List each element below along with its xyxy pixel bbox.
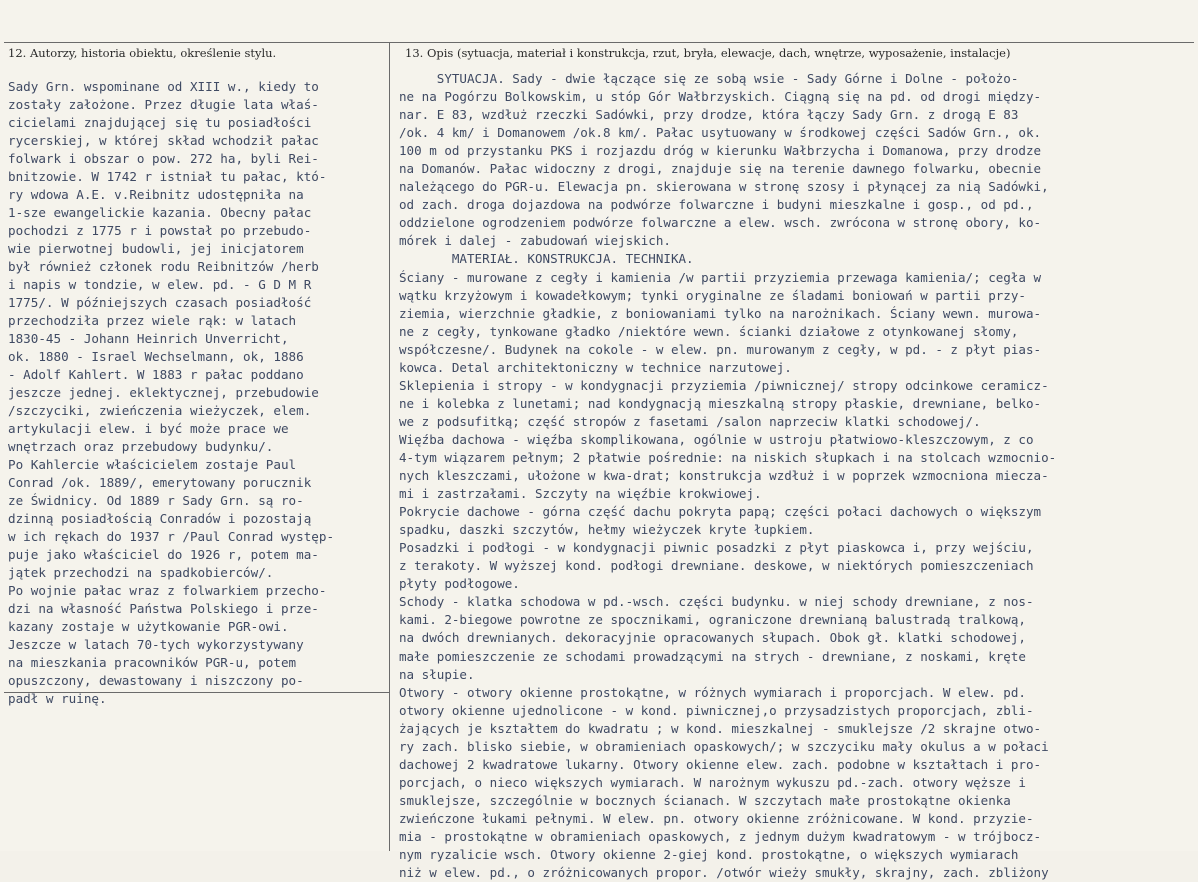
description-text-line: zwieńczone łukami pełnymi. W elew. pn. otwory okienne zróżnicowane. W kond. przyzie- (399, 810, 1034, 826)
history-text-line: był również członek rodu Reibnitzów /herb (8, 259, 319, 274)
history-text-line: kazany zostaje w użytkowanie PGR-owi. (8, 619, 289, 634)
description-text-line: kami. 2-biegowe powrotne ze spocznikami, ograniczone drewnianą balustradą tralkową, (399, 612, 1026, 628)
description-text-line: mórek i dalej - zabudowań wiejskich. (399, 233, 671, 249)
description-text-line: ne i kolebka z lunetami; nad kondygnacją mieszkalną stropy płaskie, drewniane, belko- (399, 395, 1042, 411)
description-text-line: Pokrycie dachowe - górna część dachu pokryta papą; części połaci dachowych o większym (399, 504, 1042, 520)
description-text-line: niż w elew. pd., o zróżnicowanych propor. /otwór wieży smukły, skrajny, zach. zbliżony (399, 865, 1049, 881)
description-text-line: dachowej 2 kwadratowe lukarny. Otwory okienne elew. zach. podobne w kształtach i pro- (399, 756, 1042, 772)
description-text-line: Ściany - murowane z cegły i kamienia /w partii przyziemia przewaga kamienia/; cegła w (399, 269, 1042, 285)
section-12-header: 12. Autorzy, historia obiektu, określenie stylu. (8, 46, 277, 60)
history-text-line: w ich rękach do 1937 r /Paul Conrad występ- (8, 529, 335, 544)
history-text-line: artykulacji elew. i być może prace we (8, 421, 289, 436)
description-text-line: nych kleszczami, ułożone w kwa-drat; konstrukcja wzdłuż i w poprzek wzmocniona miecza- (399, 468, 1049, 484)
history-text-line: - Adolf Kahlert. W 1883 r pałac poddano (8, 367, 304, 382)
history-text-line: folwark i obszar o pow. 272 ha, byli Rei- (8, 151, 319, 166)
history-text-line: padł w ruinę. (8, 691, 107, 706)
history-text-line: dzi na własność Państwa Polskiego i prze- (8, 601, 319, 616)
description-text-line: otwory okienne ujednolicone - w kond. piwnicznej,o przysadzistych proporcjach, zbli- (399, 702, 1034, 718)
section-13-header: 13. Opis (sytuacja, materiał i konstrukcja, rzut, bryła, elewacje, dach, wnętrze, wyposażenie, instalacje) (405, 46, 1011, 60)
history-text-line: Po wojnie pałac wraz z folwarkiem przecho- (8, 583, 327, 598)
history-text-line: ok. 1880 - Israel Wechselmann, ok, 1886 (8, 349, 304, 364)
history-text-column (8, 78, 388, 708)
description-text-line: ry zach. blisko siebie, w obramieniach opaskowych/; w szczyciku mały okulus a w połaci (399, 738, 1049, 754)
column-divider (389, 42, 390, 851)
description-text-line: mia - prostokątne w obramieniach opaskowych, z jednym dużym kwadratowym - w trójbocz- (399, 828, 1042, 844)
description-text-line: MATERIAŁ. KONSTRUKCJA. TECHNIKA. (399, 251, 694, 267)
history-text-line: 1-sze ewangelickie kazania. Obecny pałac (8, 205, 312, 220)
description-text-line: mi i zastrzałami. Szczyty na więźbie krokwiowej. (399, 486, 762, 502)
description-text-line: we z podsufitką; część stropów z fasetami /salon naprzeciw klatki schodowej/. (399, 413, 981, 429)
history-text-line: przechodziła przez wiele rąk: w latach (8, 313, 297, 328)
history-text-line: wnętrzach oraz przebudowy budynku/. (8, 439, 274, 454)
description-text-line: nym ryzalicie wsch. Otwory okienne 2-giej kond. prostokątne, o większych wymiarach (399, 847, 1019, 863)
history-text-line: ry wdowa A.E. v.Reibnitz udostępniła na (8, 187, 304, 202)
description-text-line: na dwóch drewnianych. dekoracyjnie opracowanych słupach. Obok gł. klatki schodowej, (399, 630, 1026, 646)
description-text-line: nar. E 83, wzdłuż rzeczki Sadówki, przy drodze, która łączy Sady Grn. z drogą E 83 (399, 107, 1019, 123)
description-text-line: ziemia, wierzchnie gładkie, z boniowaniami tylko na narożnikach. Ściany wewn. murowa- (399, 305, 1042, 321)
history-text-line: na mieszkania pracowników PGR-u, potem (8, 655, 297, 670)
history-text-line: dzinną posiadłością Conradów i pozostają (8, 511, 312, 526)
description-text-line: Schody - klatka schodowa w pd.-wsch. części budynku. w niej schody drewniane, z nos- (399, 594, 1034, 610)
history-text-line: 1775/. W późniejszych czasach posiadłość (8, 295, 312, 310)
description-text-line: z terakoty. W wyższej kond. podłogi drewniane. deskowe, w niektórych pomieszczeniach (399, 558, 1034, 574)
history-text-line: puje jako właściciel do 1926 r, potem ma- (8, 547, 319, 562)
history-text-line: Sady Grn. wspominane od XIII w., kiedy to (8, 79, 319, 94)
description-text-line: małe pomieszczenie ze schodami prowadzącymi na strych - drewniane, z noskami, kręte (399, 648, 1026, 664)
history-text-line: Po Kahlercie właścicielem zostaje Paul (8, 457, 297, 472)
description-text-line: spadku, daszki szczytów, hełmy wieżyczek kryte łupkiem. (399, 522, 815, 538)
history-text-line: pochodzi z 1775 r i powstał po przebudo- (8, 223, 312, 238)
history-text-line: jątek przechodzi na spadkobierców/. (8, 565, 274, 580)
description-text-line: 100 m od przystanku PKS i rozjazdu dróg w kierunku Wałbrzycha i Domanowa, przy drodze (399, 143, 1042, 159)
description-text-line: oddzielone ogrodzeniem podwórze folwarczne a elew. wsch. zwrócona w stronę obory, ko- (399, 215, 1042, 231)
history-text-line: ze Świdnicy. Od 1889 r Sady Grn. są ro- (8, 493, 304, 508)
history-text-line: zostały założone. Przez długie lata właś- (8, 97, 319, 112)
history-text-line: i napis w tondzie, w elew. pd. - G D M R (8, 277, 312, 292)
description-text-column (399, 70, 1194, 882)
description-text-line: smuklejsze, szczególnie w bocznych ścianach. W szczytach małe prostokątne okienka (399, 792, 1011, 808)
description-text-line: od zach. droga dojazdowa na podwórze folwarczne i budyni mieszkalne i gosp., od pd., (399, 197, 1034, 213)
description-text-line: 4-tym wiązarem pełnym; 2 płatwie pośrednie: na niskich słupkach i na stolcach wzmocnio- (399, 449, 1057, 465)
history-text-line: bnitzowie. W 1742 r istniał tu pałac, któ- (8, 169, 327, 184)
description-text-line: Posadzki i podłogi - w kondygnacji piwnic posadzki z płyt piaskowca i, przy wejściu, (399, 540, 1034, 556)
history-text-line: opuszczony, dewastowany i niszczony po- (8, 673, 304, 688)
description-text-line: na Domanów. Pałac widoczny z drogi, znajduje się na terenie dawnego folwarku, obecnie (399, 161, 1042, 177)
description-text-line: kowca. Detal architektoniczny w technice narzutowej. (399, 359, 792, 375)
description-text-line: Sklepienia i stropy - w kondygnacji przyziemia /piwnicznej/ stropy odcinkowe ceramicz- (399, 377, 1049, 393)
description-text-line: na słupie. (399, 666, 475, 682)
history-text-line: cicielami znajdującej się tu posiadłości (8, 115, 312, 130)
history-text-line: wie pierwotnej budowli, jej inicjatorem (8, 241, 304, 256)
history-text-line: 1830-45 - Johann Heinrich Unverricht, (8, 331, 289, 346)
description-text-line: ne z cegły, tynkowane gładko /niektóre wewn. ścianki działowe z otynkowanej słomy, (399, 323, 1019, 339)
description-text-line: należącego do PGR-u. Elewacja pn. skierowana w stronę szosy i płynącej za nią Sadówki, (399, 179, 1049, 195)
description-text-line: wątku krzyżowym i kowadełkowym; tynki oryginalne ze śladami boniowań w partii przy- (399, 287, 1026, 303)
history-text-line: rycerskiej, w której skład wchodził pałac (8, 133, 319, 148)
description-text-line: żających je kształtem do kwadratu ; w kond. mieszkalnej - smuklejsze /2 skrajne otwo- (399, 720, 1042, 736)
description-text-line: SYTUACJA. Sady - dwie łączące się ze sobą wsie - Sady Górne i Dolne - położo- (399, 71, 1019, 86)
history-text-line: Conrad /ok. 1889/, emerytowany porucznik (8, 475, 312, 490)
description-text-line: porcjach, o nieco większych wymiarach. W narożnym wykuszu pd.-zach. otwory węższe i (399, 774, 1026, 790)
description-text-line: Więźba dachowa - więźba skomplikowana, ogólnie w ustroju płatwiowo-kleszczowym, z co (399, 431, 1034, 447)
description-text-line: płyty podłogowe. (399, 576, 520, 592)
description-text-line: /ok. 4 km/ i Domanowem /ok.8 km/. Pałac usytuowany w środkowej części Sadów Grn., ok. (399, 125, 1042, 141)
history-text-line: Jeszcze w latach 70-tych wykorzystywany (8, 637, 304, 652)
history-text-line: /szczyciki, zwieńczenia wieżyczek, elem. (8, 403, 312, 418)
history-text-line: jeszcze jednej. eklektycznej, przebudowie (8, 385, 319, 400)
description-text-line: współczesne/. Budynek na cokole - w elew. pn. murowanym z cegły, w pd. - z płyt pias- (399, 341, 1042, 357)
description-text-line: Otwory - otwory okienne prostokątne, w różnych wymiarach i proporcjach. W elew. pd. (399, 684, 1026, 700)
description-text-line: ne na Pogórzu Bolkowskim, u stóp Gór Wałbrzyskich. Ciągną się na pd. od drogi między- (399, 89, 1042, 105)
